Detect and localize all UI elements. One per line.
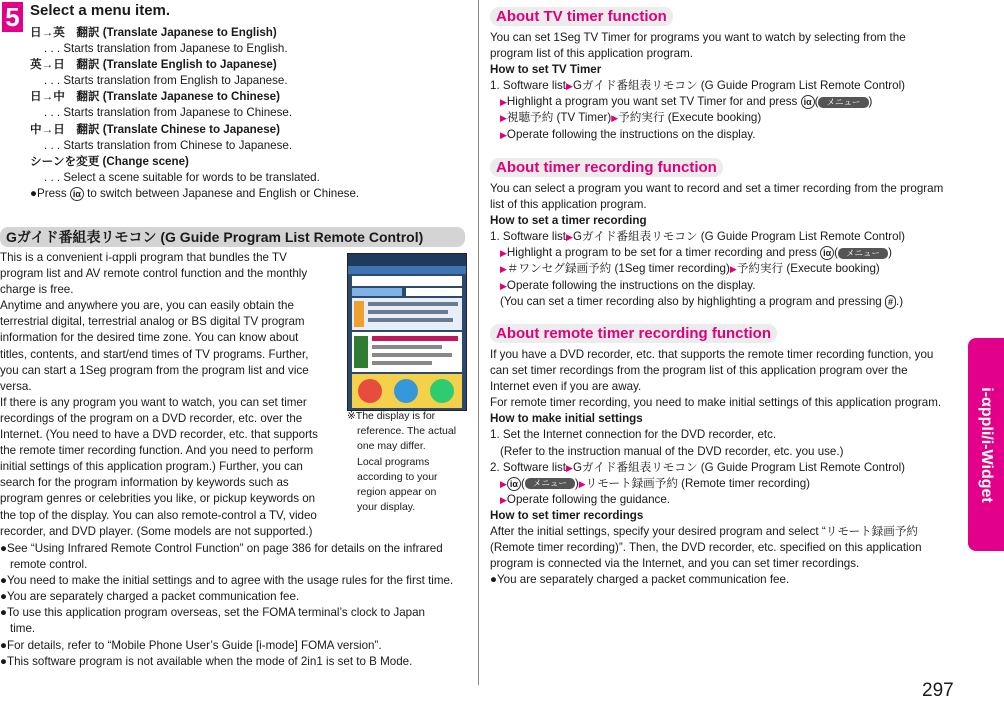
screen-note: ※The display is for reference. The actual one may differ. Local programs according to your region appear on your display.: [347, 410, 457, 514]
remote-recording-heading: About remote timer recording function: [490, 324, 777, 343]
timer-recording-section: You can select a program you want to record and set a timer recording from the program list of this application program. How to set a timer recording 1. Software list▶Gガイド番組表リモコン (G Guide Program List Remote Control) ▶Highlight a program to be set for a timer recording and press iα ( メニュー ) ▶＃ワンセグ録画予約 (1Seg timer recording)▶予約実行 (Execute booking) ▶Operate following the instructions on the display. (You can set a timer recording also by highlighting a program and pressing # .): [490, 182, 944, 308]
i-mode-key-icon: iα: [507, 477, 521, 491]
program-list-screen-icon: [348, 254, 466, 410]
gguide-banner: Gガイド番組表リモコン (G Guide Program List Remote Control): [0, 227, 465, 247]
menu-item-label: 中→日 翻訳 (Translate Chinese to Japanese): [30, 122, 280, 136]
menu-key-icon: メニュー: [838, 248, 888, 259]
menu-item-list: [30, 25, 470, 202]
step-number: 5: [2, 2, 23, 32]
gguide-description: This is a convenient i-αppli program that bundles the TV program list and AV remote control function and the monthly charge is free. Anytime and anywhere you are, you can easily obtain the terrestrial digital, terrestrial analog or BS digital TV program information for the desired time zone. You can know about titles, contents, and start/end times of TV programs. Further, you can start a 1Seg program from the program list and vice versa. If there is any program you want to watch, you can set timer recordings of the program on a DVD recorder, etc. over the Internet. (You need to have a DVD recorder, etc. that supports the remote timer recording function. And you need to perform initial settings of this application program.) Further, you can search for the program information by keywords such as program genres or celebrities you like, or pickup keywords on the top of the display. You can also remote-control a TV, video recorder, and DVD player. (Some models are not supported.): [0, 251, 318, 538]
i-mode-key-icon: iα: [801, 95, 815, 109]
phone-screen-image: [347, 253, 467, 411]
menu-item-desc: . . . Starts translation from Japanese to English.: [44, 42, 288, 56]
menu-item-label: 日→英 翻訳 (Translate Japanese to English): [30, 26, 277, 39]
menu-key-icon: メニュー: [525, 478, 575, 489]
i-mode-key-icon: iα: [820, 246, 834, 260]
i-mode-key-icon: iα: [70, 187, 84, 201]
remote-recording-section: If you have a DVD recorder, etc. that supports the remote timer recording function, you can set timer recordings from the program list of this application program over the Internet even if you are away. For remote timer recording, you need to make initial settings of this application program. How to make initial settings 1. Set the Internet connection for the DVD recorder, etc. (Refer to the instruction manual of the DVD recorder, etc. you use.) 2. Software list▶Gガイド番組表リモコン (G Guide Program List Remote Control) ▶ iα ( メニュー )▶リモート録画予約 (Remote timer recording) ▶Operate following the guidance. How to set timer recordings After the initial settings, specify your desired program and select “リモート録画予約 (Remote timer recording)”. Then, the DVD recorder, etc. specified on this application program is connected via the Internet, and you can set timer recordings. ●You are separately charged a packet communication fee.: [490, 348, 942, 587]
hash-key-icon: #: [885, 295, 896, 309]
menu-item-label: シーンを変更 (Change scene): [30, 154, 189, 168]
step-title: Select a menu item.: [30, 2, 171, 19]
menu-item-label: 日→中 翻訳 (Translate Japanese to Chinese): [30, 90, 280, 104]
menu-item-desc: . . . Starts translation from Chinese to Japanese.: [44, 138, 293, 152]
gguide-bullets: ●See “Using Infrared Remote Control Function” on page 386 for details on the infrared remote control. ●You need to make the initial settings and to agree with the usage rules for the first time. ●You are separately charged a packet communication fee. ●To use this application program overseas, set the FOMA terminal’s clock to Japan time. ●For details, refer to “Mobile Phone User’s Guide [i-mode] FOMA version”. ●This software program is not available when the mode of 2in1 is set to B Mode.: [0, 542, 454, 668]
menu-item-desc: . . . Starts translation from English to Japanese.: [44, 74, 288, 88]
timer-recording-heading: About timer recording function: [490, 158, 723, 177]
menu-key-icon: メニュー: [818, 97, 868, 108]
tv-timer-heading: About TV timer function: [490, 7, 673, 26]
page-number: 297: [922, 680, 954, 701]
menu-item-label: 英→日 翻訳 (Translate English to Japanese): [30, 58, 277, 72]
step-note: ●Press iα to switch between Japanese and English or Chinese.: [30, 186, 360, 200]
tv-timer-section: You can set 1Seg TV Timer for programs you want to watch by selecting from the program list of this application program. How to set TV Timer 1. Software list▶Gガイド番組表リモコン (G Guide Program List Remote Control) ▶Highlight a program you want set TV Timer for and press iα ( メニュー ) ▶視聴予約 (TV Timer)▶予約実行 (Execute booking) ▶Operate following the instructions on the display.: [490, 31, 906, 141]
menu-item-desc: . . . Select a scene suitable for words to be translated.: [44, 170, 320, 184]
menu-item-desc: . . . Starts translation from Japanese to Chinese.: [44, 106, 293, 120]
column-divider: [478, 0, 479, 685]
chapter-side-tab-label: i-αppli/i-Widget: [978, 386, 995, 503]
